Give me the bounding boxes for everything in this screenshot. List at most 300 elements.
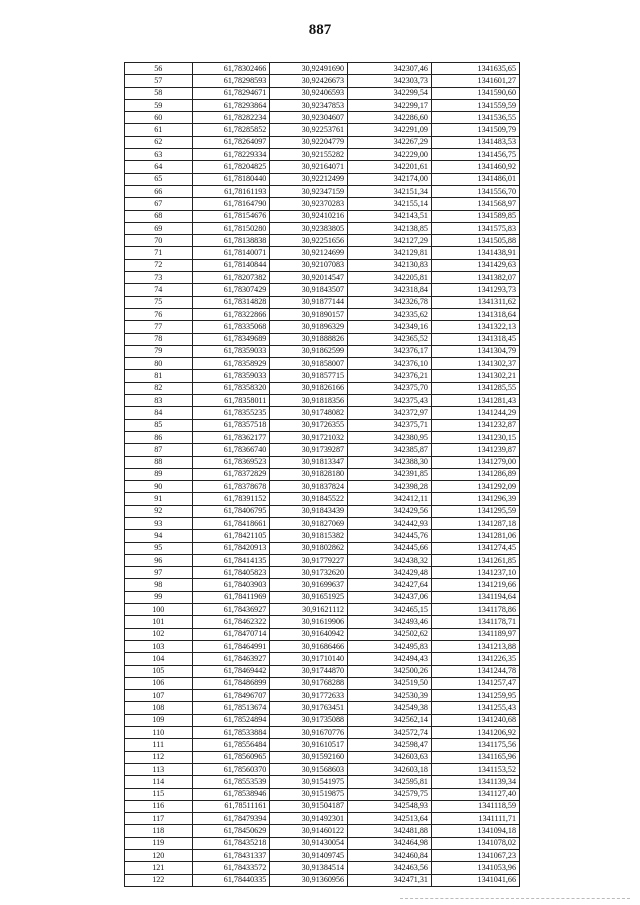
x-coordinate-cell: 342205,81 (348, 272, 432, 284)
y-coordinate-cell: 1341257,47 (431, 677, 519, 689)
y-coordinate-cell: 1341438,91 (431, 247, 519, 259)
point-number-cell: 106 (125, 677, 193, 689)
point-number-cell: 60 (125, 112, 193, 124)
table-row (125, 542, 520, 554)
latitude-cell: 61,78307429 (192, 284, 270, 296)
longitude-cell: 30,92107083 (270, 259, 348, 271)
table-row (125, 604, 520, 616)
coordinates-table (124, 62, 520, 887)
latitude-cell: 61,78411969 (192, 591, 270, 603)
table-row (125, 628, 520, 640)
table-row (125, 862, 520, 874)
table-row (125, 653, 520, 665)
point-number-cell: 111 (125, 739, 193, 751)
longitude-cell: 30,91768288 (270, 677, 348, 689)
x-coordinate-cell: 342549,38 (348, 702, 432, 714)
point-number-cell: 109 (125, 714, 193, 726)
latitude-cell: 61,78496707 (192, 690, 270, 702)
longitude-cell: 30,91699637 (270, 579, 348, 591)
latitude-cell: 61,78418661 (192, 517, 270, 529)
x-coordinate-cell: 342129,81 (348, 247, 432, 259)
y-coordinate-cell: 1341295,59 (431, 505, 519, 517)
longitude-cell: 30,92370283 (270, 198, 348, 210)
point-number-cell: 85 (125, 419, 193, 431)
latitude-cell: 61,78357518 (192, 419, 270, 431)
latitude-cell: 61,78433572 (192, 862, 270, 874)
y-coordinate-cell: 1341053,96 (431, 862, 519, 874)
longitude-cell: 30,91360956 (270, 874, 348, 886)
point-number-cell: 99 (125, 591, 193, 603)
point-number-cell: 86 (125, 431, 193, 443)
y-coordinate-cell: 1341178,71 (431, 616, 519, 628)
longitude-cell: 30,91843439 (270, 505, 348, 517)
x-coordinate-cell: 342519,50 (348, 677, 432, 689)
table-row (125, 554, 520, 566)
latitude-cell: 61,78560965 (192, 751, 270, 763)
longitude-cell: 30,91843507 (270, 284, 348, 296)
table-row (125, 567, 520, 579)
point-number-cell: 80 (125, 358, 193, 370)
y-coordinate-cell: 1341111,71 (431, 813, 519, 825)
longitude-cell: 30,92347853 (270, 99, 348, 111)
longitude-cell: 30,92406593 (270, 87, 348, 99)
x-coordinate-cell: 342299,17 (348, 99, 432, 111)
point-number-cell: 121 (125, 862, 193, 874)
y-coordinate-cell: 1341556,70 (431, 185, 519, 197)
table-row (125, 505, 520, 517)
x-coordinate-cell: 342385,87 (348, 444, 432, 456)
point-number-cell: 79 (125, 345, 193, 357)
y-coordinate-cell: 1341590,60 (431, 87, 519, 99)
table-row (125, 702, 520, 714)
longitude-cell: 30,91504187 (270, 800, 348, 812)
table-row (125, 136, 520, 148)
y-coordinate-cell: 1341505,88 (431, 235, 519, 247)
latitude-cell: 61,78553539 (192, 776, 270, 788)
point-number-cell: 71 (125, 247, 193, 259)
y-coordinate-cell: 1341318,64 (431, 308, 519, 320)
table-row (125, 173, 520, 185)
y-coordinate-cell: 1341292,09 (431, 481, 519, 493)
point-number-cell: 72 (125, 259, 193, 271)
longitude-cell: 30,91748082 (270, 407, 348, 419)
x-coordinate-cell: 342598,47 (348, 739, 432, 751)
y-coordinate-cell: 1341041,66 (431, 874, 519, 886)
point-number-cell: 104 (125, 653, 193, 665)
y-coordinate-cell: 1341226,35 (431, 653, 519, 665)
table-row (125, 124, 520, 136)
y-coordinate-cell: 1341255,43 (431, 702, 519, 714)
x-coordinate-cell: 342376,10 (348, 358, 432, 370)
latitude-cell: 61,78358320 (192, 382, 270, 394)
latitude-cell: 61,78314828 (192, 296, 270, 308)
y-coordinate-cell: 1341244,78 (431, 665, 519, 677)
x-coordinate-cell: 342130,83 (348, 259, 432, 271)
point-number-cell: 113 (125, 763, 193, 775)
x-coordinate-cell: 342471,31 (348, 874, 432, 886)
table-row (125, 591, 520, 603)
latitude-cell: 61,78140071 (192, 247, 270, 259)
x-coordinate-cell: 342427,64 (348, 579, 432, 591)
point-number-cell: 91 (125, 493, 193, 505)
x-coordinate-cell: 342494,43 (348, 653, 432, 665)
latitude-cell: 61,78140844 (192, 259, 270, 271)
point-number-cell: 68 (125, 210, 193, 222)
table-row (125, 739, 520, 751)
point-number-cell: 92 (125, 505, 193, 517)
table-row (125, 63, 520, 75)
longitude-cell: 30,91827069 (270, 517, 348, 529)
latitude-cell: 61,78391152 (192, 493, 270, 505)
point-number-cell: 119 (125, 837, 193, 849)
table-row (125, 493, 520, 505)
table-row (125, 788, 520, 800)
table-row (125, 296, 520, 308)
point-number-cell: 89 (125, 468, 193, 480)
longitude-cell: 30,91610517 (270, 739, 348, 751)
page-number: 887 (308, 22, 332, 38)
longitude-cell: 30,91763451 (270, 702, 348, 714)
x-coordinate-cell: 342493,46 (348, 616, 432, 628)
longitude-cell: 30,92014547 (270, 272, 348, 284)
point-number-cell: 98 (125, 579, 193, 591)
longitude-cell: 30,91686466 (270, 640, 348, 652)
longitude-cell: 30,92155282 (270, 149, 348, 161)
x-coordinate-cell: 342437,06 (348, 591, 432, 603)
latitude-cell: 61,78180440 (192, 173, 270, 185)
latitude-cell: 61,78420913 (192, 542, 270, 554)
y-coordinate-cell: 1341274,45 (431, 542, 519, 554)
x-coordinate-cell: 342572,74 (348, 727, 432, 739)
x-coordinate-cell: 342375,70 (348, 382, 432, 394)
table-row (125, 247, 520, 259)
point-number-cell: 83 (125, 395, 193, 407)
x-coordinate-cell: 342376,21 (348, 370, 432, 382)
x-coordinate-cell: 342388,30 (348, 456, 432, 468)
longitude-cell: 30,91732620 (270, 567, 348, 579)
point-number-cell: 103 (125, 640, 193, 652)
longitude-cell: 30,91640942 (270, 628, 348, 640)
point-number-cell: 57 (125, 75, 193, 87)
latitude-cell: 61,78511161 (192, 800, 270, 812)
y-coordinate-cell: 1341460,92 (431, 161, 519, 173)
latitude-cell: 61,78440335 (192, 874, 270, 886)
x-coordinate-cell: 342445,76 (348, 530, 432, 542)
point-number-cell: 105 (125, 665, 193, 677)
latitude-cell: 61,78264097 (192, 136, 270, 148)
x-coordinate-cell: 342299,54 (348, 87, 432, 99)
x-coordinate-cell: 342286,60 (348, 112, 432, 124)
table-row (125, 149, 520, 161)
latitude-cell: 61,78138838 (192, 235, 270, 247)
point-number-cell: 66 (125, 185, 193, 197)
x-coordinate-cell: 342548,93 (348, 800, 432, 812)
latitude-cell: 61,78322866 (192, 308, 270, 320)
longitude-cell: 30,91460122 (270, 825, 348, 837)
x-coordinate-cell: 342229,00 (348, 149, 432, 161)
longitude-cell: 30,91541975 (270, 776, 348, 788)
latitude-cell: 61,78470714 (192, 628, 270, 640)
longitude-cell: 30,91619906 (270, 616, 348, 628)
point-number-cell: 59 (125, 99, 193, 111)
point-number-cell: 107 (125, 690, 193, 702)
table-row (125, 763, 520, 775)
table-row (125, 579, 520, 591)
y-coordinate-cell: 1341302,37 (431, 358, 519, 370)
longitude-cell: 30,92426673 (270, 75, 348, 87)
longitude-cell: 30,91430054 (270, 837, 348, 849)
y-coordinate-cell: 1341237,10 (431, 567, 519, 579)
longitude-cell: 30,91726355 (270, 419, 348, 431)
x-coordinate-cell: 342603,18 (348, 763, 432, 775)
y-coordinate-cell: 1341575,83 (431, 222, 519, 234)
point-number-cell: 70 (125, 235, 193, 247)
y-coordinate-cell: 1341094,18 (431, 825, 519, 837)
latitude-cell: 61,78560370 (192, 763, 270, 775)
y-coordinate-cell: 1341178,86 (431, 604, 519, 616)
x-coordinate-cell: 342465,15 (348, 604, 432, 616)
latitude-cell: 61,78372829 (192, 468, 270, 480)
longitude-cell: 30,91710140 (270, 653, 348, 665)
longitude-cell: 30,92251656 (270, 235, 348, 247)
longitude-cell: 30,91739287 (270, 444, 348, 456)
longitude-cell: 30,92304607 (270, 112, 348, 124)
point-number-cell: 56 (125, 63, 193, 75)
longitude-cell: 30,91384514 (270, 862, 348, 874)
x-coordinate-cell: 342412,11 (348, 493, 432, 505)
longitude-cell: 30,92212499 (270, 173, 348, 185)
table-row (125, 800, 520, 812)
y-coordinate-cell: 1341219,66 (431, 579, 519, 591)
table-row (125, 727, 520, 739)
latitude-cell: 61,78359033 (192, 370, 270, 382)
x-coordinate-cell: 342307,46 (348, 63, 432, 75)
longitude-cell: 30,92410216 (270, 210, 348, 222)
scan-edge-line (400, 898, 630, 899)
latitude-cell: 61,78406795 (192, 505, 270, 517)
point-number-cell: 118 (125, 825, 193, 837)
x-coordinate-cell: 342429,48 (348, 567, 432, 579)
longitude-cell: 30,92491690 (270, 63, 348, 75)
point-number-cell: 64 (125, 161, 193, 173)
point-number-cell: 61 (125, 124, 193, 136)
longitude-cell: 30,91621112 (270, 604, 348, 616)
longitude-cell: 30,91815382 (270, 530, 348, 542)
y-coordinate-cell: 1341239,87 (431, 444, 519, 456)
latitude-cell: 61,78362177 (192, 431, 270, 443)
longitude-cell: 30,92347159 (270, 185, 348, 197)
latitude-cell: 61,78229334 (192, 149, 270, 161)
x-coordinate-cell: 342375,43 (348, 395, 432, 407)
table-row (125, 690, 520, 702)
longitude-cell: 30,91858007 (270, 358, 348, 370)
x-coordinate-cell: 342335,62 (348, 308, 432, 320)
x-coordinate-cell: 342603,63 (348, 751, 432, 763)
y-coordinate-cell: 1341127,40 (431, 788, 519, 800)
longitude-cell: 30,91409745 (270, 850, 348, 862)
point-number-cell: 58 (125, 87, 193, 99)
table-row (125, 321, 520, 333)
latitude-cell: 61,78479394 (192, 813, 270, 825)
x-coordinate-cell: 342127,29 (348, 235, 432, 247)
longitude-cell: 30,91890157 (270, 308, 348, 320)
table-row (125, 370, 520, 382)
x-coordinate-cell: 342464,98 (348, 837, 432, 849)
point-number-cell: 78 (125, 333, 193, 345)
table-row (125, 517, 520, 529)
longitude-cell: 30,91670776 (270, 727, 348, 739)
y-coordinate-cell: 1341287,18 (431, 517, 519, 529)
y-coordinate-cell: 1341261,85 (431, 554, 519, 566)
x-coordinate-cell: 342495,83 (348, 640, 432, 652)
x-coordinate-cell: 342391,85 (348, 468, 432, 480)
longitude-cell: 30,91779227 (270, 554, 348, 566)
longitude-cell: 30,91826166 (270, 382, 348, 394)
table-row (125, 358, 520, 370)
latitude-cell: 61,78464991 (192, 640, 270, 652)
point-number-cell: 114 (125, 776, 193, 788)
point-number-cell: 96 (125, 554, 193, 566)
table-row (125, 837, 520, 849)
y-coordinate-cell: 1341281,06 (431, 530, 519, 542)
x-coordinate-cell: 342460,84 (348, 850, 432, 862)
table-row (125, 272, 520, 284)
y-coordinate-cell: 1341589,85 (431, 210, 519, 222)
x-coordinate-cell: 342500,26 (348, 665, 432, 677)
x-coordinate-cell: 342398,28 (348, 481, 432, 493)
point-number-cell: 93 (125, 517, 193, 529)
y-coordinate-cell: 1341194,64 (431, 591, 519, 603)
x-coordinate-cell: 342438,32 (348, 554, 432, 566)
y-coordinate-cell: 1341509,79 (431, 124, 519, 136)
x-coordinate-cell: 342372,97 (348, 407, 432, 419)
table-row (125, 677, 520, 689)
point-number-cell: 67 (125, 198, 193, 210)
y-coordinate-cell: 1341067,23 (431, 850, 519, 862)
y-coordinate-cell: 1341382,07 (431, 272, 519, 284)
latitude-cell: 61,78524894 (192, 714, 270, 726)
x-coordinate-cell: 342267,29 (348, 136, 432, 148)
point-number-cell: 94 (125, 530, 193, 542)
longitude-cell: 30,91721032 (270, 431, 348, 443)
point-number-cell: 62 (125, 136, 193, 148)
point-number-cell: 122 (125, 874, 193, 886)
y-coordinate-cell: 1341322,13 (431, 321, 519, 333)
longitude-cell: 30,91651925 (270, 591, 348, 603)
y-coordinate-cell: 1341302,21 (431, 370, 519, 382)
latitude-cell: 61,78436927 (192, 604, 270, 616)
table-row (125, 198, 520, 210)
y-coordinate-cell: 1341175,56 (431, 739, 519, 751)
latitude-cell: 61,78556484 (192, 739, 270, 751)
latitude-cell: 61,78421105 (192, 530, 270, 542)
y-coordinate-cell: 1341189,97 (431, 628, 519, 640)
x-coordinate-cell: 342138,85 (348, 222, 432, 234)
y-coordinate-cell: 1341213,88 (431, 640, 519, 652)
point-number-cell: 87 (125, 444, 193, 456)
x-coordinate-cell: 342318,84 (348, 284, 432, 296)
y-coordinate-cell: 1341486,01 (431, 173, 519, 185)
y-coordinate-cell: 1341318,45 (431, 333, 519, 345)
table-row (125, 308, 520, 320)
table-row (125, 874, 520, 886)
point-number-cell: 75 (125, 296, 193, 308)
point-number-cell: 69 (125, 222, 193, 234)
longitude-cell: 30,91857715 (270, 370, 348, 382)
longitude-cell: 30,91888826 (270, 333, 348, 345)
x-coordinate-cell: 342201,61 (348, 161, 432, 173)
table-row (125, 813, 520, 825)
latitude-cell: 61,78463927 (192, 653, 270, 665)
latitude-cell: 61,78294671 (192, 87, 270, 99)
x-coordinate-cell: 342562,14 (348, 714, 432, 726)
latitude-cell: 61,78431337 (192, 850, 270, 862)
latitude-cell: 61,78366740 (192, 444, 270, 456)
table-row (125, 530, 520, 542)
table-row (125, 99, 520, 111)
x-coordinate-cell: 342579,75 (348, 788, 432, 800)
point-number-cell: 120 (125, 850, 193, 862)
latitude-cell: 61,78282234 (192, 112, 270, 124)
table-row (125, 395, 520, 407)
point-number-cell: 76 (125, 308, 193, 320)
table-row (125, 431, 520, 443)
longitude-cell: 30,91818356 (270, 395, 348, 407)
longitude-cell: 30,91877144 (270, 296, 348, 308)
latitude-cell: 61,78154676 (192, 210, 270, 222)
latitude-cell: 61,78533884 (192, 727, 270, 739)
table-row (125, 235, 520, 247)
point-number-cell: 100 (125, 604, 193, 616)
y-coordinate-cell: 1341139,34 (431, 776, 519, 788)
point-number-cell: 88 (125, 456, 193, 468)
longitude-cell: 30,92164071 (270, 161, 348, 173)
y-coordinate-cell: 1341536,55 (431, 112, 519, 124)
longitude-cell: 30,92204779 (270, 136, 348, 148)
point-number-cell: 84 (125, 407, 193, 419)
table-row (125, 87, 520, 99)
latitude-cell: 61,78486899 (192, 677, 270, 689)
table-row (125, 185, 520, 197)
longitude-cell: 30,91837824 (270, 481, 348, 493)
table-row (125, 407, 520, 419)
x-coordinate-cell: 342502,62 (348, 628, 432, 640)
latitude-cell: 61,78335068 (192, 321, 270, 333)
longitude-cell: 30,91519875 (270, 788, 348, 800)
y-coordinate-cell: 1341568,97 (431, 198, 519, 210)
x-coordinate-cell: 342595,81 (348, 776, 432, 788)
table-row (125, 640, 520, 652)
table-row (125, 382, 520, 394)
x-coordinate-cell: 342463,56 (348, 862, 432, 874)
x-coordinate-cell: 342442,93 (348, 517, 432, 529)
x-coordinate-cell: 342445,66 (348, 542, 432, 554)
latitude-cell: 61,78358011 (192, 395, 270, 407)
x-coordinate-cell: 342429,56 (348, 505, 432, 517)
y-coordinate-cell: 1341206,92 (431, 727, 519, 739)
y-coordinate-cell: 1341601,27 (431, 75, 519, 87)
longitude-cell: 30,91802862 (270, 542, 348, 554)
table-row (125, 75, 520, 87)
y-coordinate-cell: 1341483,53 (431, 136, 519, 148)
latitude-cell: 61,78369523 (192, 456, 270, 468)
latitude-cell: 61,78161193 (192, 185, 270, 197)
table-row (125, 714, 520, 726)
coordinates-table-body (125, 63, 520, 887)
y-coordinate-cell: 1341230,15 (431, 431, 519, 443)
latitude-cell: 61,78164790 (192, 198, 270, 210)
table-row (125, 210, 520, 222)
